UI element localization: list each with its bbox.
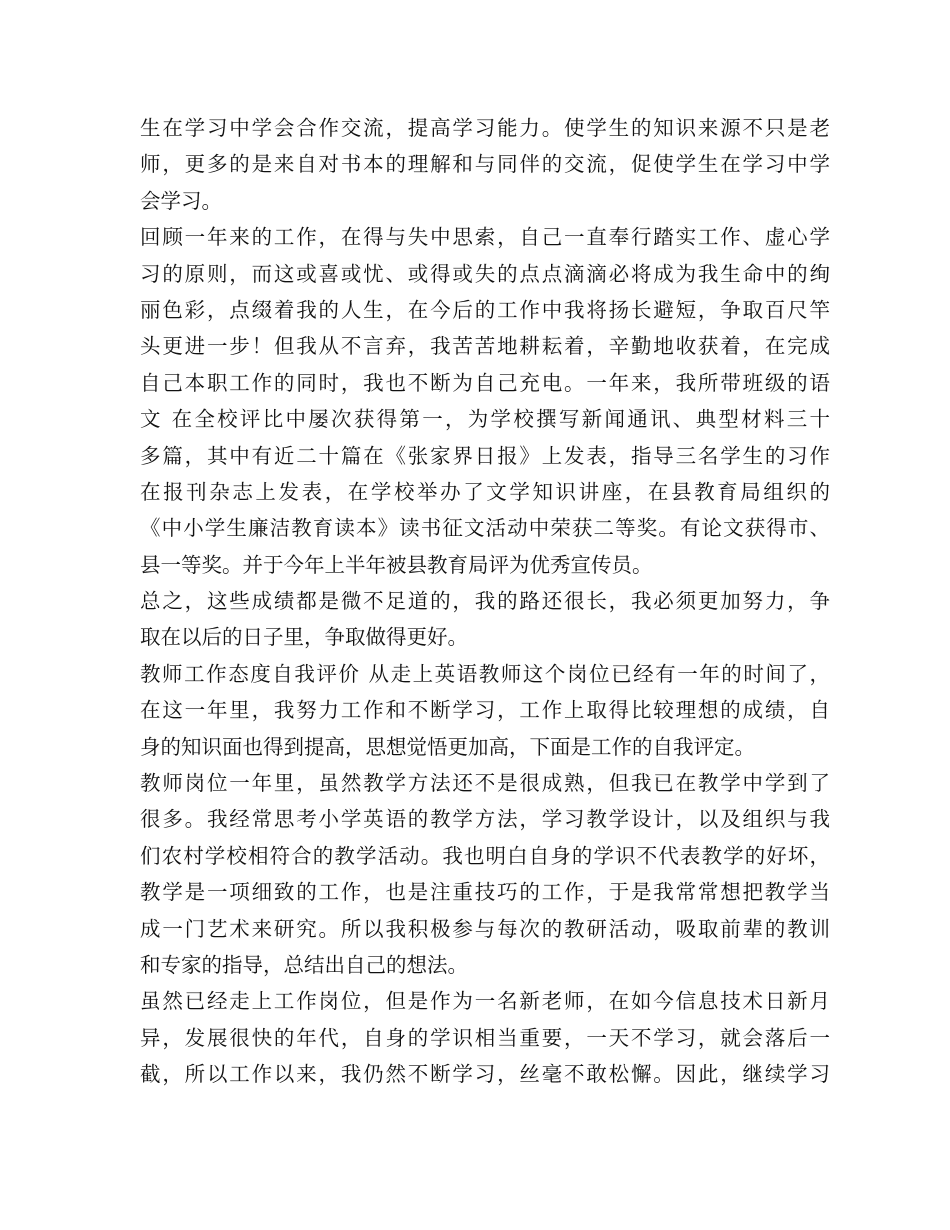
text-line: 在报刊杂志上发表，在学校举办了文学知识讲座，在县教育局组织的 [140, 479, 830, 504]
text-line: 成一门艺术来研究。所以我积极参与每次的教研活动，吸取前辈的教训 [140, 916, 830, 941]
text-line: 们农村学校相符合的教学活动。我也明白自身的学识不代表教学的好坏， [140, 843, 830, 868]
text-line: 教师岗位一年里，虽然教学方法还不是很成熟，但我已在教学中学到了 [140, 771, 830, 796]
text-line: 多篇，其中有近二十篇在《张家界日报》上发表，指导三名学生的习作 [140, 443, 830, 468]
text-line: 头更进一步！但我从不言弃，我苦苦地耕耘着，辛勤地收获着，在完成 [140, 334, 830, 359]
text-line: 文 在全校评比中屡次获得第一，为学校撰写新闻通讯、典型材料三十 [140, 407, 830, 432]
text-line: 取在以后的日子里，争取做得更好。 [140, 625, 468, 650]
text-line: 生在学习中学会合作交流，提高学习能力。使学生的知识来源不只是老 [140, 116, 830, 140]
text-line: 总之，这些成绩都是微不足道的，我的路还很长，我必须更加努力，争 [140, 589, 830, 614]
text-line: 回顾一年来的工作，在得与失中思索，自己一直奉行踏实工作、虚心学 [140, 225, 830, 250]
text-line: 身的知识面也得到提高，思想觉悟更加高，下面是工作的自我评定。 [140, 734, 755, 759]
text-line: 丽色彩，点缀着我的人生，在今后的工作中我将扬长避短，争取百尺竿 [140, 297, 830, 322]
text-line: 和专家的指导，总结出自己的想法。 [140, 952, 468, 977]
text-line: 师，更多的是来自对书本的理解和与同伴的交流，促使学生在学习中学 [140, 152, 830, 177]
text-line: 很多。我经常思考小学英语的教学方法，学习教学设计，以及组织与我 [140, 807, 830, 832]
text-line: 教师工作态度自我评价 从走上英语教师这个岗位已经有一年的时间了， [140, 661, 830, 686]
document-body [140, 110, 830, 1093]
text-line: 异，发展很快的年代，自身的学识相当重要，一天不学习，就会落后一 [140, 1025, 830, 1050]
text-line: 自己本职工作的同时，我也不断为自己充电。一年来，我所带班级的语 [140, 370, 830, 395]
text-line: 教学是一项细致的工作，也是注重技巧的工作，于是我常常想把教学当 [140, 880, 830, 905]
text-line: 在这一年里，我努力工作和不断学习，工作上取得比较理想的成绩，自 [140, 698, 830, 723]
text-line: 会学习。 [140, 188, 222, 213]
text-line: 截，所以工作以来，我仍然不断学习，丝毫不敢松懈。因此，继续学习 [140, 1062, 830, 1087]
text-line: 县一等奖。并于今年上半年被县教育局评为优秀宣传员。 [140, 552, 653, 577]
text-line: 习的原则，而这或喜或忧、或得或失的点点滴滴必将成为我生命中的绚 [140, 261, 830, 286]
text-line: 《中小学生廉洁教育读本》读书征文活动中荣获二等奖。有论文获得市、 [140, 516, 830, 541]
text-line: 虽然已经走上工作岗位，但是作为一名新老师，在如今信息技术日新月 [140, 989, 830, 1014]
